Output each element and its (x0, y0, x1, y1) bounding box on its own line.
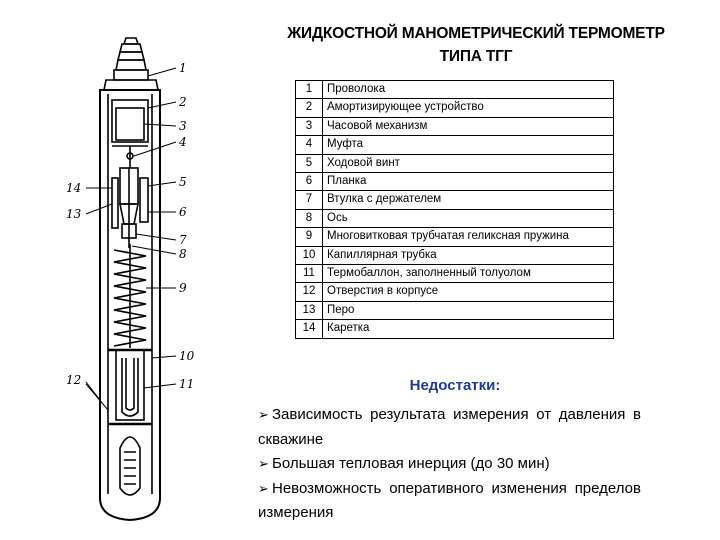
arrow-bullet-icon: ➢ (258, 407, 269, 422)
parts-row (296, 191, 614, 209)
title-line-1: ЖИДКОСТНОЙ МАНОМЕТРИЧЕСКИЙ ТЕРМОМЕТР (287, 25, 665, 42)
parts-row (296, 283, 614, 301)
disadvantage-item (258, 403, 641, 452)
drawing-label-12: 12 (66, 373, 82, 387)
part-number: 2 (296, 99, 323, 117)
disadvantage-text: Зависимость результата измерения от давления в скважине (258, 406, 641, 448)
parts-row (296, 99, 614, 117)
parts-row (296, 301, 614, 319)
disadvantage-text: Невозможность оперативного изменения пределов измерения (258, 479, 641, 521)
part-name: Перо (323, 301, 614, 319)
parts-row (296, 246, 614, 264)
part-name: Амортизирующее устройство (323, 99, 614, 117)
part-number: 3 (296, 117, 323, 135)
part-number: 14 (296, 320, 323, 338)
part-number: 11 (296, 265, 323, 283)
parts-table (295, 80, 614, 339)
part-name: Ходовой винт (323, 154, 614, 172)
part-name: Втулка с держателем (323, 191, 614, 209)
disadvantage-item (258, 477, 641, 526)
parts-row (296, 228, 614, 246)
part-name: Каретка (323, 320, 614, 338)
drawing-label-13: 13 (66, 207, 82, 221)
drawing-label-9: 9 (179, 281, 187, 295)
part-number: 13 (296, 301, 323, 319)
disadvantage-item (258, 452, 641, 477)
part-number: 8 (296, 209, 323, 227)
part-name: Многовитковая трубчатая геликсная пружина (323, 228, 614, 246)
part-name: Муфта (323, 136, 614, 154)
part-name: Капиллярная трубка (323, 246, 614, 264)
parts-row (296, 320, 614, 338)
part-number: 12 (296, 283, 323, 301)
page-title (246, 22, 706, 68)
drawing-label-5: 5 (179, 175, 187, 189)
part-name: Отверстия в корпусе (323, 283, 614, 301)
part-number: 6 (296, 173, 323, 191)
parts-row (296, 136, 614, 154)
disadvantage-text: Большая тепловая инерция (до 30 мин) (272, 455, 550, 472)
parts-row (296, 117, 614, 135)
part-number: 4 (296, 136, 323, 154)
drawing-label-6: 6 (179, 205, 187, 219)
part-number: 10 (296, 246, 323, 264)
part-number: 1 (296, 81, 323, 99)
parts-row (296, 209, 614, 227)
part-name: Планка (323, 173, 614, 191)
drawing-label-11: 11 (179, 377, 195, 391)
drawing-label-10: 10 (179, 349, 195, 363)
part-name: Ось (323, 209, 614, 227)
part-number: 5 (296, 154, 323, 172)
drawing-label-8: 8 (179, 247, 187, 261)
part-name: Проволока (323, 81, 614, 99)
parts-row (296, 81, 614, 99)
arrow-bullet-icon: ➢ (258, 456, 269, 471)
disadvantages-list (258, 403, 641, 526)
drawing-label-4: 4 (179, 135, 187, 149)
disadvantages-heading: Недостатки: (409, 377, 501, 394)
part-name: Часовой механизм (323, 117, 614, 135)
parts-row (296, 154, 614, 172)
parts-row (296, 265, 614, 283)
drawing-label-14: 14 (66, 181, 82, 195)
drawing-label-7: 7 (179, 233, 187, 247)
title-line-2: ТИПА ТГГ (439, 48, 513, 65)
part-number: 7 (296, 191, 323, 209)
drawing-label-2: 2 (179, 95, 187, 109)
drawing-label-1: 1 (179, 61, 187, 75)
thermometer-drawing (48, 28, 248, 528)
parts-table-body (296, 81, 614, 339)
drawing-label-3: 3 (179, 119, 187, 133)
arrow-bullet-icon: ➢ (258, 480, 269, 496)
part-name: Термобаллон, заполненный толуолом (323, 265, 614, 283)
parts-row (296, 173, 614, 191)
part-number: 9 (296, 228, 323, 246)
